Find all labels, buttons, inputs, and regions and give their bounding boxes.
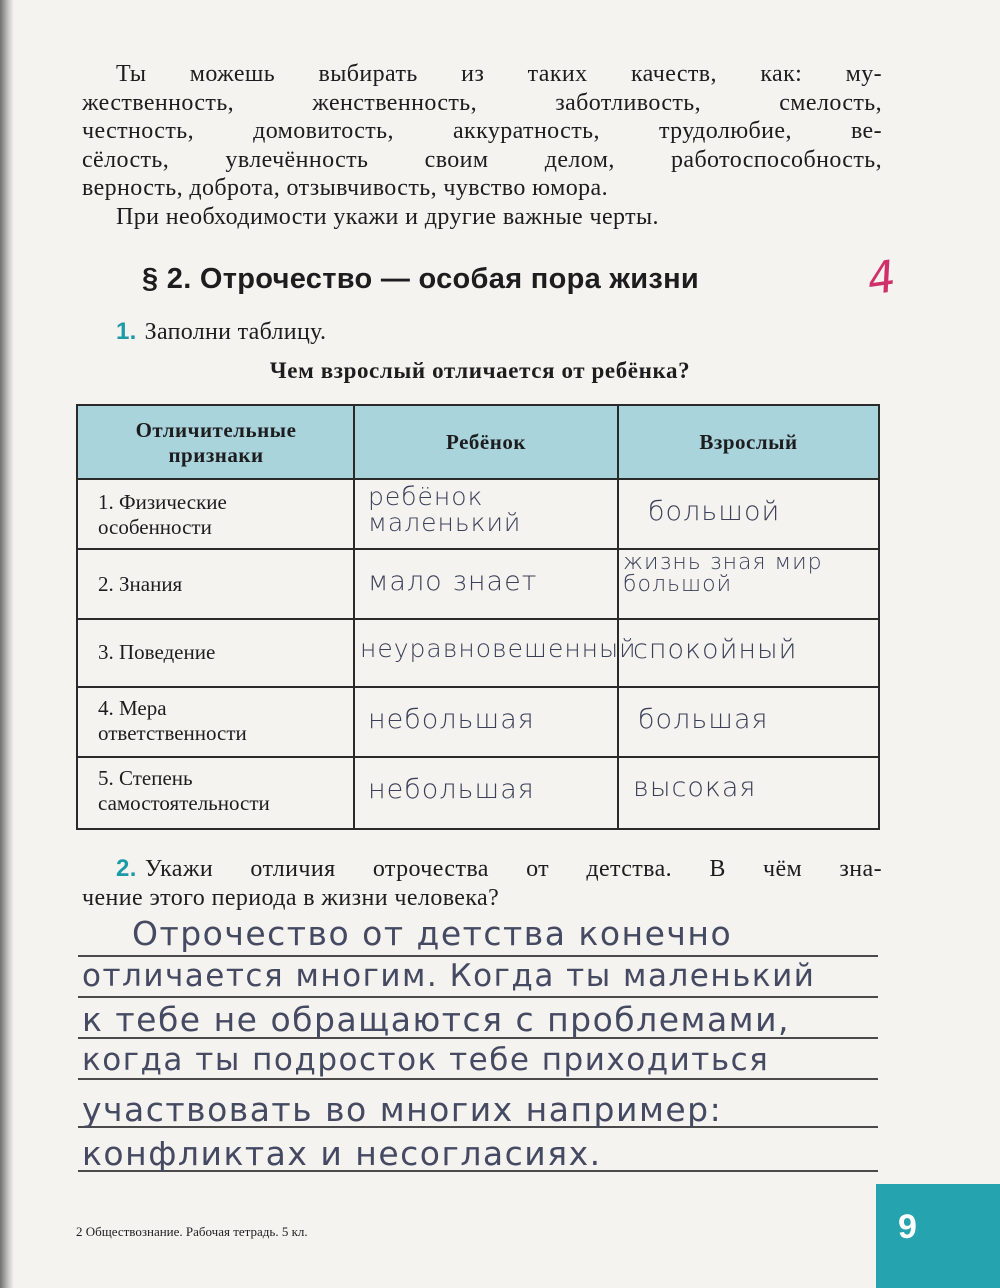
adult-answer: спокойный xyxy=(633,634,798,665)
adult-answer: высокая xyxy=(633,772,757,803)
page-number: 9 xyxy=(876,1184,1000,1288)
child-answer: неуравновешенный xyxy=(360,634,637,663)
child-answer: небольшая xyxy=(368,704,535,735)
comparison-table xyxy=(76,404,880,830)
feature-cell: 5. Степень самостоятельности xyxy=(98,766,270,815)
task-number: 2. xyxy=(116,855,137,882)
child-answer: ребёнок маленький xyxy=(368,482,522,537)
intro-line: честность, домовитость, аккуратность, трудолюбие, ве- xyxy=(82,118,882,145)
feature-cell: 3. Поведение xyxy=(98,640,216,664)
header-child: Ребёнок xyxy=(446,430,526,454)
feature-cell: 4. Мера ответственности xyxy=(98,696,247,745)
table-title: Чем взрослый отличается от ребёнка? xyxy=(269,358,691,383)
handwritten-answer-line: к тебе не обращаются с проблемами, xyxy=(82,1000,791,1039)
child-answer: небольшая xyxy=(368,774,535,805)
header-adult: Взрослый xyxy=(699,430,798,454)
handwritten-answer-line: когда ты подросток тебе приходиться xyxy=(82,1042,770,1078)
intro-line: сёлость, увлечённость своим делом, работоспособность, xyxy=(82,146,882,173)
handwritten-answer-line: Отрочество от детства конечно xyxy=(132,914,733,953)
intro-line: верность, доброта, отзывчивость, чувство юмора. xyxy=(82,175,608,202)
handwritten-grade: 4 xyxy=(864,251,899,306)
task2-line: чение этого периода в жизни человека? xyxy=(82,884,500,911)
child-answer: мало знает xyxy=(368,566,538,597)
handwritten-answer-line: конфликтах и несогласиях. xyxy=(82,1134,602,1173)
task-text: Заполни таблицу. xyxy=(144,319,327,345)
handwritten-answer-line: отличается многим. Когда ты маленький xyxy=(82,958,816,994)
header-features: Отличительные признаки xyxy=(135,418,297,467)
task-number: 1. xyxy=(116,318,137,345)
feature-cell: 1. Физические особенности xyxy=(98,490,227,539)
footer-text: 2 Обществознание. Рабочая тетрадь. 5 кл. xyxy=(76,1224,308,1239)
intro-line: жественность, женственность, заботливость, смелость, xyxy=(82,89,882,116)
adult-answer: большой xyxy=(648,496,781,527)
task2-line: 2. Укажи отличия отрочества от детства. В чём зна- xyxy=(116,855,882,882)
adult-answer: жизнь зная мир большой xyxy=(623,550,823,597)
task-2 xyxy=(82,855,882,912)
section-title: § 2. Отрочество — особая пора жизни xyxy=(142,263,700,295)
task-1 xyxy=(116,318,326,346)
feature-cell: 2. Знания xyxy=(98,572,183,596)
adult-answer: большая xyxy=(638,704,769,735)
handwritten-answer-line: участвовать во многих например: xyxy=(82,1090,723,1129)
intro-extra: При необходимости укажи и другие важные черты. xyxy=(116,203,659,230)
intro-line: Ты можешь выбирать из таких качеств, как: му- xyxy=(116,61,882,87)
book-spine xyxy=(0,0,14,1288)
intro-paragraph xyxy=(82,60,882,232)
